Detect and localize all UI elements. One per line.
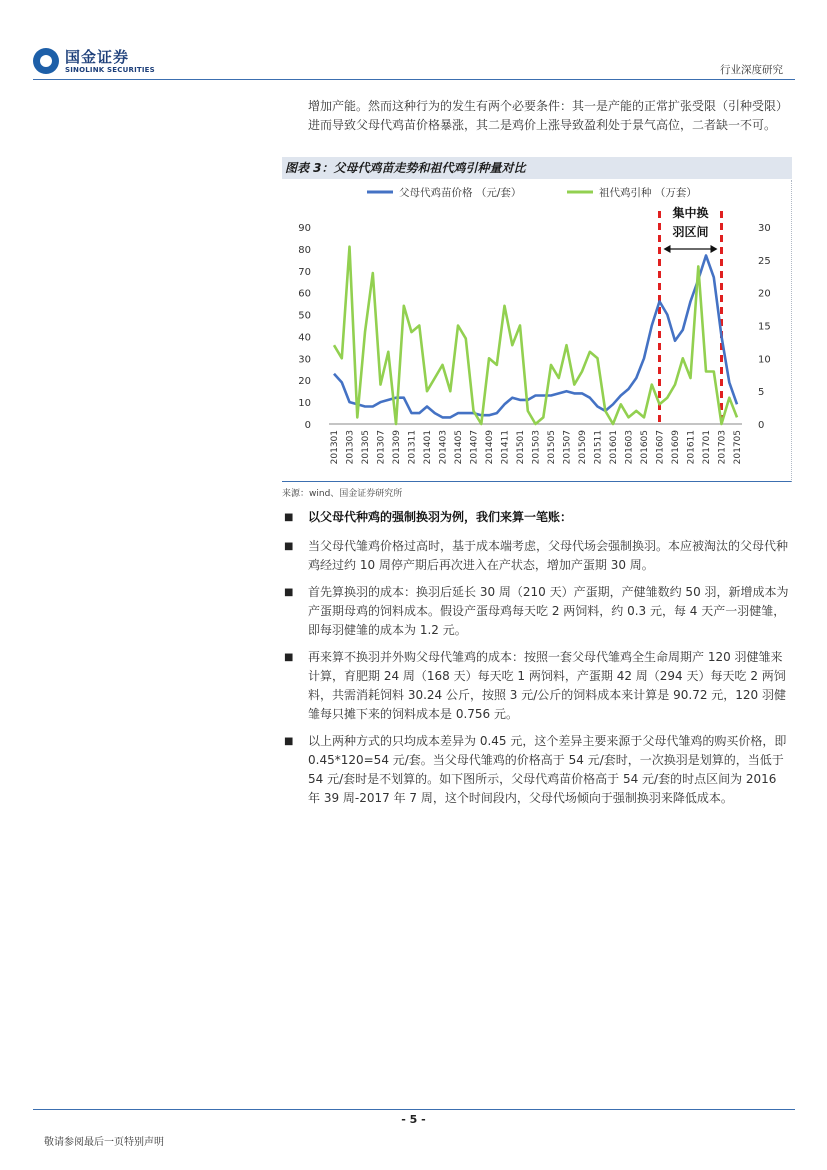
y-left-tick-label: 70 (298, 266, 311, 278)
bullet-square-icon: ■ (284, 652, 294, 663)
annotation-label-line1: 集中换 (672, 206, 709, 220)
x-tick-label: 201607 (655, 430, 666, 465)
x-tick-label: 201505 (547, 430, 557, 465)
x-tick-label: 201403 (438, 430, 449, 465)
bullet-item (280, 648, 790, 724)
x-tick-label: 201701 (702, 430, 712, 465)
x-tick-label: 201609 (671, 430, 681, 465)
series-line-parent-chick-price (334, 256, 737, 418)
series-line-grandparent-import (334, 247, 737, 424)
logo-chinese-name: 国金证券 (65, 48, 130, 66)
y-left-tick-label: 90 (298, 223, 311, 234)
bullet-item (280, 537, 790, 575)
y-right-tick-label: 0 (758, 420, 765, 431)
x-tick-label: 201407 (469, 430, 480, 465)
x-tick-label: 201601 (609, 430, 619, 465)
x-tick-label: 201309 (392, 430, 402, 465)
x-tick-label: 201705 (733, 430, 743, 465)
legend-label: 祖代鸡引种 （万套） (599, 187, 697, 199)
bullet-text: 首先算换羽的成本：换羽后延长 30 周（210 天）产蛋期，产健雏数约 50 羽，新增成本为产蛋期母鸡的饲料成本。假设产蛋母鸡每天吃 2 两饲料，约 0.3 元，每 4 天产一羽健雏，即每羽健雏的成本为 1.2 元。 (308, 585, 789, 637)
x-tick-label: 201301 (330, 430, 340, 465)
y-left-tick-label: 40 (298, 332, 311, 344)
x-tick-label: 201611 (686, 430, 697, 465)
bullet-text: 当父母代雏鸡价格过高时，基于成本端考虑，父母代场会强制换羽。本应被淘汰的父母代种鸡经过约 10 周停产期后再次进入在产状态，增加产蛋期 30 周。 (308, 539, 789, 572)
bullet-text: 以上两种方式的只均成本差异为 0.45 元，这个差异主要来源于父母代雏鸡的购买价格，即 0.45*120=54 元/套。当父母代雏鸡的价格高于 54 元/套时，一次换羽是划算的，当低于 54 元/套时是不划算的。如下图所示，父母代鸡苗价格高于 54 元/套的时点区间为 2016 年 39 周-2017 年 7 周，这个时间段内，父母代场倾向于强制换羽来降低成本。 (308, 734, 787, 805)
chart-container (282, 180, 792, 482)
y-left-tick-label: 0 (304, 420, 311, 431)
x-tick-label: 201605 (640, 430, 650, 465)
figure-title: 图表 3：父母代鸡苗走势和祖代鸡引种量对比 (282, 157, 792, 179)
x-tick-label: 201411 (500, 430, 511, 465)
y-left-tick-label: 20 (298, 376, 311, 388)
bullet-square-icon: ■ (284, 512, 294, 523)
y-left-tick-label: 60 (298, 288, 311, 300)
y-left-tick-label: 50 (298, 310, 311, 322)
bullet-item (280, 732, 790, 808)
y-left-tick-label: 30 (298, 354, 311, 366)
report-category: 行业深度研究 (720, 64, 783, 76)
bullet-text: 再来算不换羽并外购父母代雏鸡的成本：按照一套父母代雏鸡全生命周期产 120 羽健雏来计算，育肥期 24 周（168 天）每天吃 1 两饲料，产蛋期 42 周（294 天）每天吃 2 两饲料，共需消耗饲料 30.24 公斤，按照 3 元/公斤的饲料成本来计算是 90.72 元，120 羽健雏每只摊下来的饲料成本是 0.756 元。 (308, 650, 786, 721)
disclaimer-note: 敬请参阅最后一页特别声明 (44, 1137, 164, 1148)
figure-source: 来源：wind、国金证券研究所 (282, 489, 403, 499)
header-divider (33, 79, 795, 80)
y-right-tick-label: 20 (758, 288, 771, 300)
x-tick-label: 201307 (376, 430, 387, 465)
x-tick-label: 201503 (531, 430, 542, 465)
y-right-tick-label: 15 (758, 321, 771, 333)
page-header (0, 0, 827, 90)
x-tick-label: 201507 (562, 430, 573, 465)
y-right-tick-label: 10 (758, 354, 771, 366)
x-tick-label: 201303 (345, 430, 356, 465)
x-tick-label: 201401 (423, 430, 433, 465)
annotation-arrow-right-icon (711, 245, 718, 253)
x-tick-label: 201405 (454, 430, 464, 465)
logo-icon (33, 48, 59, 74)
bullet-text: 以父母代种鸡的强制换羽为例，我们来算一笔账： (308, 510, 573, 524)
bullet-square-icon: ■ (284, 541, 294, 552)
y-right-tick-label: 5 (758, 387, 765, 399)
bullet-item (280, 583, 790, 640)
chart-svg (282, 180, 790, 480)
company-logo (33, 46, 158, 80)
bullet-item (280, 508, 790, 527)
y-left-tick-label: 10 (298, 398, 311, 410)
x-tick-label: 201511 (593, 430, 604, 465)
page-number: - 5 - (401, 1113, 426, 1126)
logo-english-name: SINOLINK SECURITIES (65, 66, 155, 74)
x-tick-label: 201305 (361, 430, 371, 465)
y-left-tick-label: 80 (298, 244, 311, 256)
x-tick-label: 201603 (624, 430, 635, 465)
x-tick-label: 201703 (717, 430, 728, 465)
annotation-label-line2: 羽区间 (672, 225, 709, 239)
footer-divider (33, 1109, 795, 1110)
intro-paragraph: 增加产能。然而这种行为的发生有两个必要条件：其一是产能的正常扩张受限（引种受限）进而导致父母代鸡苗价格暴涨，其二是鸡价上涨导致盈利处于景气高位，二者缺一不可。 (308, 99, 789, 132)
y-right-tick-label: 25 (758, 255, 771, 267)
bullet-list (280, 508, 790, 816)
x-tick-label: 201409 (485, 430, 495, 465)
x-tick-label: 201509 (578, 430, 588, 465)
bullet-square-icon: ■ (284, 587, 294, 598)
y-right-tick-label: 30 (758, 223, 771, 234)
x-tick-label: 201311 (407, 430, 418, 465)
x-tick-label: 201501 (516, 430, 526, 465)
annotation-arrow-left-icon (664, 245, 671, 253)
legend-label: 父母代鸡苗价格 （元/套） (399, 187, 522, 199)
bullet-square-icon: ■ (284, 736, 294, 747)
